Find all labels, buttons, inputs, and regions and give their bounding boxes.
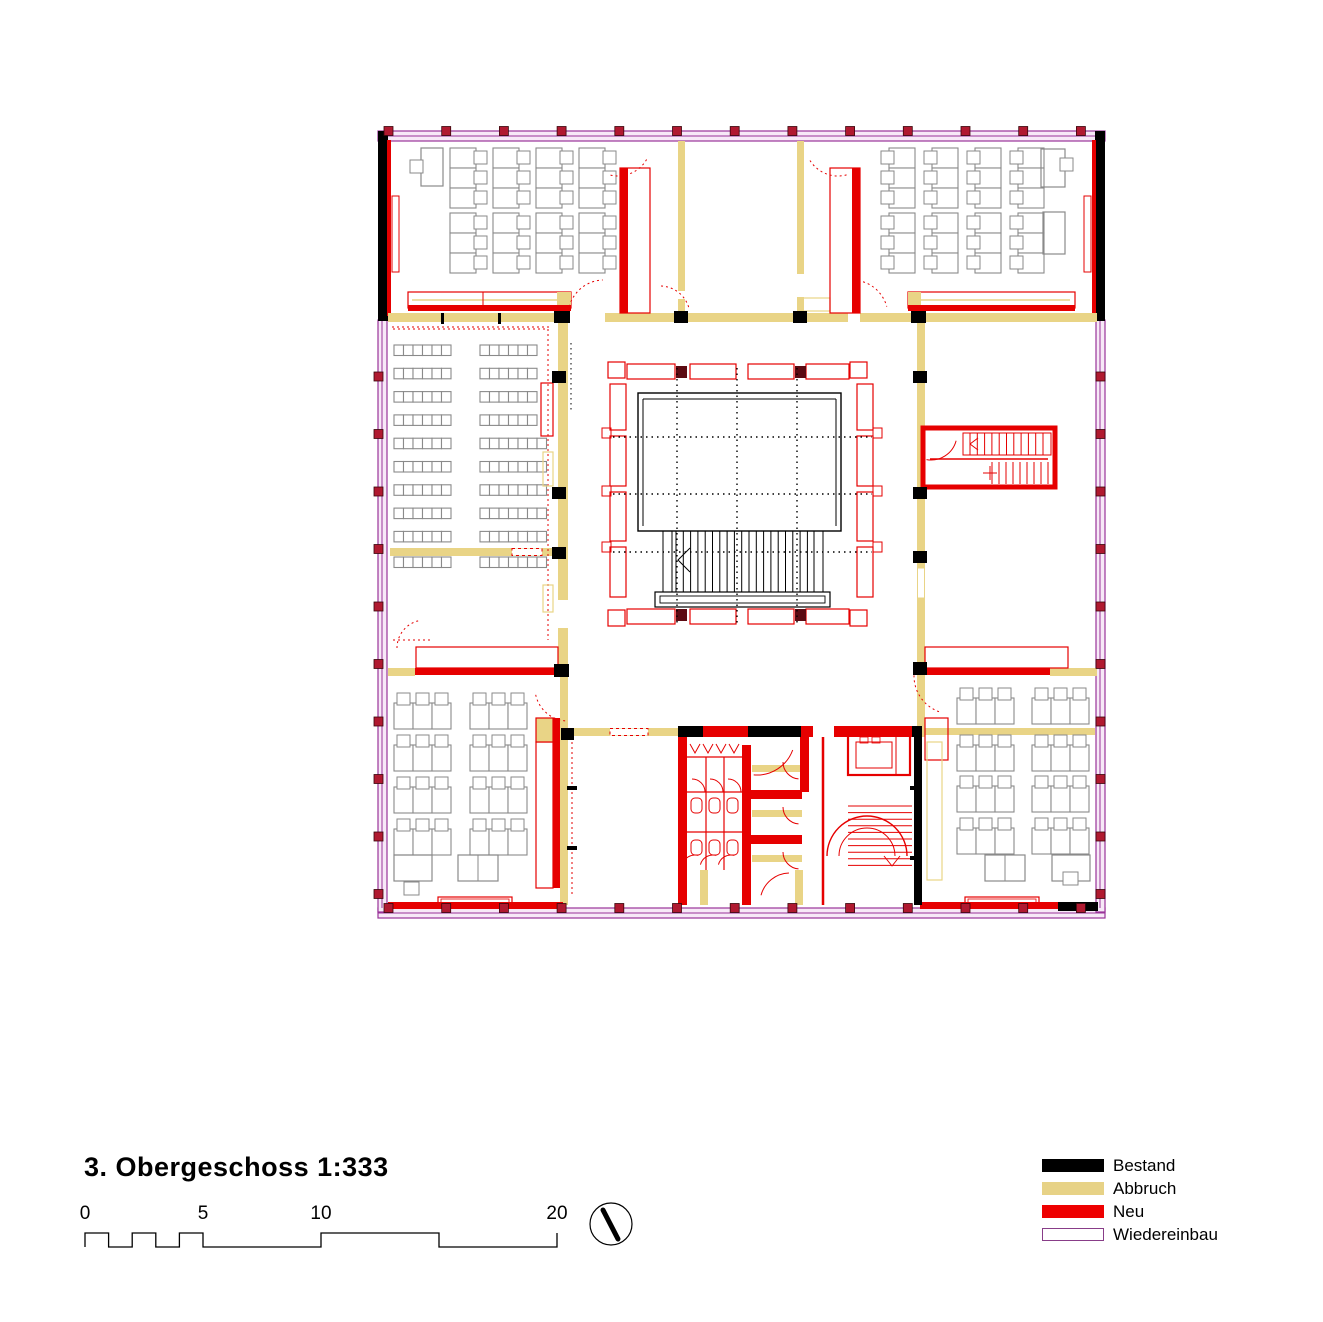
hall-frame [608,362,625,378]
plan-o [536,718,553,742]
plan-r [748,726,801,737]
legend-label: Bestand [1113,1156,1176,1175]
plan-r [795,366,806,378]
plan-r [800,737,809,792]
plan-r [703,726,748,737]
chair [404,882,419,895]
cabinet [925,647,1068,668]
plan-o [660,596,825,603]
neu-wall [925,668,1050,675]
stair-rail [827,816,907,856]
desk-group [957,688,1089,854]
legend [1042,1154,1218,1246]
plan-r [387,140,391,316]
hall-frame [806,364,849,379]
toilet [709,798,720,813]
hall-frame [857,384,873,430]
stall-door [728,779,741,792]
hall-frame [610,436,626,486]
hall-frame [850,610,867,626]
neu-wall [852,168,860,313]
plan-r [911,311,926,323]
plan-o [873,542,882,552]
plan-o [392,196,399,272]
stall-door [692,779,705,792]
wardrobe [536,742,553,888]
legend-label: Neu [1113,1202,1145,1221]
door-opening [918,568,925,598]
seat-grid [394,557,451,568]
door-opening [610,729,648,736]
elevator [848,735,910,775]
plan-r [1092,140,1096,316]
hall-frame [690,364,736,379]
plan-r [674,311,688,323]
plan-r [752,855,802,862]
toilet [691,840,702,855]
scale-bar [85,1233,557,1247]
stair-steps [970,433,1043,455]
plan-r [408,305,571,311]
neu-wall [415,668,563,675]
door-swing [397,621,419,648]
stall-door [700,855,716,865]
door-opening [512,549,542,556]
plan-r [913,551,927,563]
legend-row-bestand [1042,1154,1218,1177]
plan-o [873,428,882,438]
north-arrow-needle [603,1210,618,1239]
plan-r [913,487,927,499]
legend-swatch-neu [1042,1205,1104,1218]
stair-rail [663,531,672,592]
plan-r [554,311,570,323]
plan-r [913,371,927,383]
plan-r [801,726,813,737]
seat-grid [480,345,537,425]
plan-r [388,668,415,676]
hall-frame [857,492,873,541]
plan-r [678,141,685,291]
hall-frame [627,364,675,379]
abbruch-band-top [388,313,568,322]
scale-label-20: 20 [546,1203,568,1224]
plan-r [498,313,501,324]
plan-r [441,313,444,324]
bestand-wall [914,737,922,905]
plan-r [742,790,802,799]
plan-r [860,313,1097,322]
plan-r [752,810,802,817]
plan-r [912,726,922,737]
neu-wall [553,718,560,888]
plan-r [388,902,563,909]
stall-door [710,779,723,792]
plan-r [552,371,566,383]
plan-r [797,141,804,274]
toilet [727,840,738,855]
desk-group [394,693,527,855]
plan-r [910,786,922,790]
hall-frame [850,362,867,378]
hall-inner [638,393,841,531]
hall-frame [806,609,849,624]
toilet [709,840,720,855]
plan-r [742,745,751,870]
teacher-desk [421,148,443,186]
chair [1060,158,1073,171]
stair-steps [848,806,912,865]
scale-label-10: 10 [310,1203,332,1224]
plan-p [884,856,900,866]
seat-grid [480,557,547,568]
plan-r [742,835,802,844]
plan-r [557,292,571,305]
neu-wall [620,168,628,313]
plan-r [678,299,685,313]
hall-stair-steps [676,531,807,592]
legend-label: Abbruch [1113,1179,1177,1198]
stair-steps [992,462,1048,484]
legend-row-wiedereinbau [1042,1223,1218,1246]
seat-grid [394,345,451,542]
plan-r [908,305,1075,311]
neu-wall-wc [678,737,687,905]
legend-row-neu [1042,1200,1218,1223]
desk-group [450,148,616,273]
hall-frame [627,609,675,624]
plan-r [554,664,569,677]
chair [410,160,423,173]
door-swing [569,280,603,307]
legend-label: Wiedereinbau [1113,1225,1218,1244]
stair-rail [814,531,823,592]
hall-frame [748,364,794,379]
hall-frame [610,492,626,541]
door-swing [926,441,956,460]
seat-grid [480,438,547,542]
door-swing [761,873,789,895]
hall-frame [608,610,625,626]
plan-o [925,718,948,760]
hall-frame [857,436,873,486]
cabinet [416,647,558,668]
plan-o [803,298,830,311]
plan-o [655,592,830,607]
scale-label-0: 0 [79,1203,91,1224]
hall-frame [748,609,794,624]
plan-r [605,313,848,322]
plan-r [742,870,751,905]
plan-r [678,726,703,737]
chair [1063,872,1078,885]
plan-o [1084,196,1091,272]
plan-r [1050,668,1097,676]
legend-swatch-wiedereinbau [1042,1228,1104,1241]
plan-r [567,846,577,850]
plan-o [856,742,892,768]
toilet [727,798,738,813]
plan-r [793,311,807,323]
plan-r [925,728,1095,735]
toilet [691,798,702,813]
hall-frame [857,547,873,597]
plan-r [560,676,568,905]
scale-label-5: 5 [197,1203,209,1224]
hall-frame [690,609,736,624]
plan-r [795,870,803,905]
hall-frame [610,384,626,430]
plan-r [752,765,802,772]
plan-r [908,292,921,305]
plan-r [561,728,574,740]
legend-row-abbruch [1042,1177,1218,1200]
teacher-desk [394,855,432,881]
plan-o [927,742,942,880]
plan-r [676,366,687,378]
bestand-wall-right-top [1095,131,1105,321]
desk-group [881,148,1044,273]
urinals [690,744,739,753]
legend-swatch-abbruch [1042,1182,1104,1195]
plan-r [700,870,708,905]
bestand-wall-left-top [378,131,388,321]
legend-swatch-bestand [1042,1159,1104,1172]
plan-o [873,486,882,496]
plan-r [552,547,566,559]
plan-r [910,856,922,860]
stall-door [718,855,734,865]
hall-frame [610,547,626,597]
page-title: 3. Obergeschoss 1:333 [84,1152,389,1182]
teacher-desk [1043,212,1065,254]
plan-r [567,786,577,790]
plan-r [552,487,566,499]
plan-o [541,383,553,436]
plan-r [913,662,927,675]
